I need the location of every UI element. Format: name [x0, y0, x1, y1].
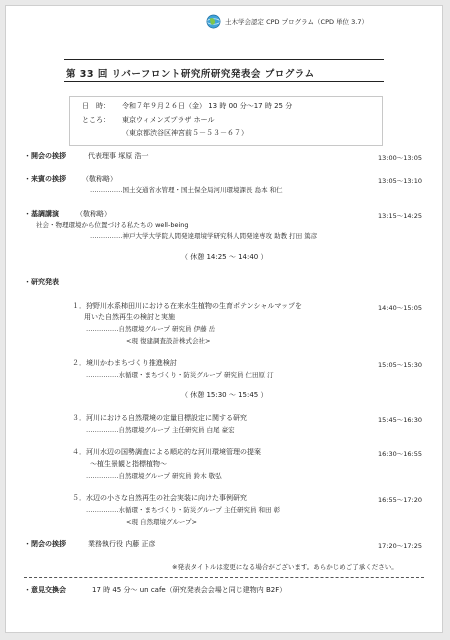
research-item-time: 15:45～16:30 [378, 416, 422, 424]
research-item-title: ４．河川水辺の国勢調査による順応的な河川環境管理の提案 [72, 448, 261, 456]
place-label: ところ： [82, 116, 110, 124]
break-1: （ 休憩 14:25 ～ 14:40 ） [181, 253, 268, 261]
research-item-title: １．狩野川水系柿田川における在来水生植物の生育ポテンシャルマップを [72, 302, 303, 310]
footnote: ※発表タイトルは変更になる場合がございます。あらかじめご了承ください。 [172, 563, 398, 571]
date-value: 令和７年９月２６日（金） 13 時 00 分～17 時 25 分 [122, 102, 293, 110]
research-item-title: ５．水辺の小さな自然再生の社会実装に向けた事例研究 [72, 494, 247, 502]
closing-heading: ・閉会の挨拶 [24, 540, 66, 548]
opening-speaker: 代表理事 塚原 浩一 [88, 152, 149, 160]
break-2: （ 休憩 15:30 ～ 15:45 ） [181, 391, 268, 399]
title-rule-bottom [64, 81, 384, 82]
research-item-time: 16:55～17:20 [378, 496, 422, 504]
research-item-title-cont: ～植生景観と指標植物～ [90, 460, 167, 468]
program-page [5, 5, 443, 633]
place-address: （東京都渋谷区神宮前５－５３－６７） [122, 129, 248, 137]
research-item-time: 15:05～15:30 [378, 361, 422, 369]
keynote-note: （敬称略） [76, 210, 111, 218]
research-item-note: <現 復建調査設計株式会社> [126, 337, 211, 345]
exchange-detail: 17 時 45 分～ un cafe（研究発表会会場と同じ建物内 B2F） [92, 586, 287, 594]
research-item-time: 14:40～15:05 [378, 304, 422, 312]
research-item-speaker: ……………自然環境グループ 主任研究員 白尾 豪宏 [86, 426, 235, 434]
guest-heading: ・来賓の挨拶 [24, 175, 66, 183]
event-info-box [69, 96, 383, 146]
research-item-time: 16:30～16:55 [378, 450, 422, 458]
exchange-heading: ・意見交換会 [24, 586, 66, 594]
opening-heading: ・開会の挨拶 [24, 152, 66, 160]
research-item-speaker: ……………水循環・まちづくり・防災グループ 研究員 仁田原 汀 [86, 371, 274, 379]
opening-time: 13:00～13:05 [378, 154, 422, 162]
guest-speaker: ……………国土交通省水管理・国土保全局河川環境課長 島本 和仁 [90, 186, 283, 194]
keynote-time: 13:15～14:25 [378, 212, 422, 220]
keynote-heading: ・基調講演 [24, 210, 59, 218]
date-label: 日 時： [82, 102, 110, 110]
globe-logo-icon [206, 14, 221, 29]
research-item-note: <現 自然環境グループ> [126, 518, 197, 526]
cpd-label: 土木学会認定 CPD プログラム（CPD 単位 3.7） [225, 18, 368, 26]
research-item-title: ２．境川かわまちづくり推進検討 [72, 359, 177, 367]
research-item-title-cont: 用いた自然再生の検討と実施 [84, 313, 175, 321]
research-heading: ・研究発表 [24, 278, 59, 286]
keynote-topic: 社会・物理環境から位置づける私たちの well-being [36, 221, 189, 229]
dashed-divider [24, 577, 424, 578]
research-item-speaker: ……………自然環境グループ 研究員 伊藤 岳 [86, 325, 216, 333]
keynote-speaker: ……………神戸大学大学院人間発達環境学研究科人間発達専攻 助教 打田 篤彦 [90, 232, 318, 240]
research-item-speaker: ……………自然環境グループ 研究員 鈴木 敬弘 [86, 472, 222, 480]
guest-note: （敬称略） [82, 175, 117, 183]
place-value: 東京ウィメンズプラザ ホール [122, 116, 215, 124]
research-item-speaker: ……………水循環・まちづくり・防災グループ 主任研究員 和田 彰 [86, 506, 281, 514]
research-item-title: ３．河川における自然環境の定量目標設定に関する研究 [72, 414, 247, 422]
title-rule-top [64, 59, 384, 60]
closing-time: 17:20～17:25 [378, 542, 422, 550]
page-title: 第 33 回 リバーフロント研究所研究発表会 プログラム [66, 69, 315, 80]
guest-time: 13:05～13:10 [378, 177, 422, 185]
closing-speaker: 業務執行役 内藤 正彦 [88, 540, 156, 548]
